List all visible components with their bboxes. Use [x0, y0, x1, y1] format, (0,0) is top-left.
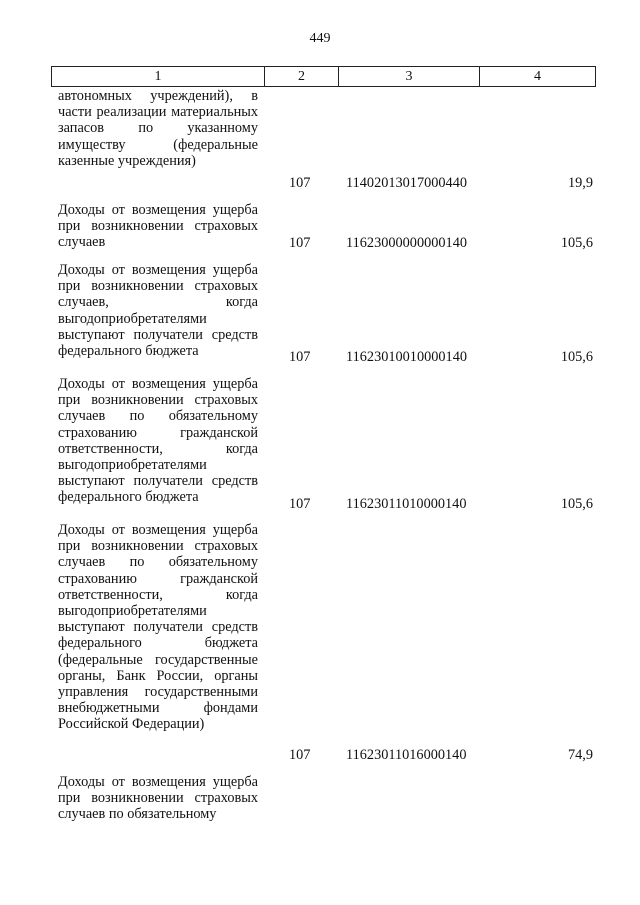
row-description: автономных учреждений), в части реализации материальных запасов по указанному имуществу (федеральные казенные учреждения): [58, 88, 258, 169]
row-code: 11623000000000140: [346, 235, 467, 251]
row-chapter: 107: [289, 235, 311, 251]
row-chapter: 107: [289, 175, 311, 191]
row-code: 11402013017000440: [346, 175, 467, 191]
row-code: 11623011010000140: [346, 496, 467, 512]
row-amount: 105,6: [560, 349, 593, 365]
row-amount: 19,9: [567, 175, 593, 191]
row-amount: 105,6: [560, 496, 593, 512]
column-header-1: 1: [154, 69, 162, 84]
row-chapter: 107: [289, 349, 311, 365]
row-description: Доходы от возмещения ущерба при возникновении страховых случаев по обязательному страхованию гражданской ответственности, когда выгодоприобретателями выступают получатели средств федерального бюджета (федеральные государственные органы, Банк России, органы управления государственными внебюджетными фондами Российской Федерации): [58, 522, 258, 733]
row-amount: 74,9: [567, 747, 593, 763]
page-number: 449: [309, 31, 331, 46]
row-description: Доходы от возмещения ущерба при возникновении страховых случаев: [58, 202, 258, 251]
column-header-4: 4: [479, 67, 595, 86]
row-description: Доходы от возмещения ущерба при возникновении страховых случаев по обязательному: [58, 774, 258, 823]
table-header: [51, 66, 596, 87]
column-header-3: 3: [338, 67, 479, 86]
column-header-2: 2: [264, 67, 338, 86]
row-chapter: 107: [289, 747, 311, 763]
row-description: Доходы от возмещения ущерба при возникновении страховых случаев, когда выгодоприобретателями выступают получатели средств федерального бюджета: [58, 262, 258, 360]
row-code: 11623010010000140: [346, 349, 467, 365]
row-amount: 105,6: [560, 235, 593, 251]
row-description: Доходы от возмещения ущерба при возникновении страховых случаев по обязательному страхованию гражданской ответственности, когда выгодоприобретателями выступают получатели средств федерального бюджета: [58, 376, 258, 506]
row-chapter: 107: [289, 496, 311, 512]
row-code: 11623011016000140: [346, 747, 467, 763]
